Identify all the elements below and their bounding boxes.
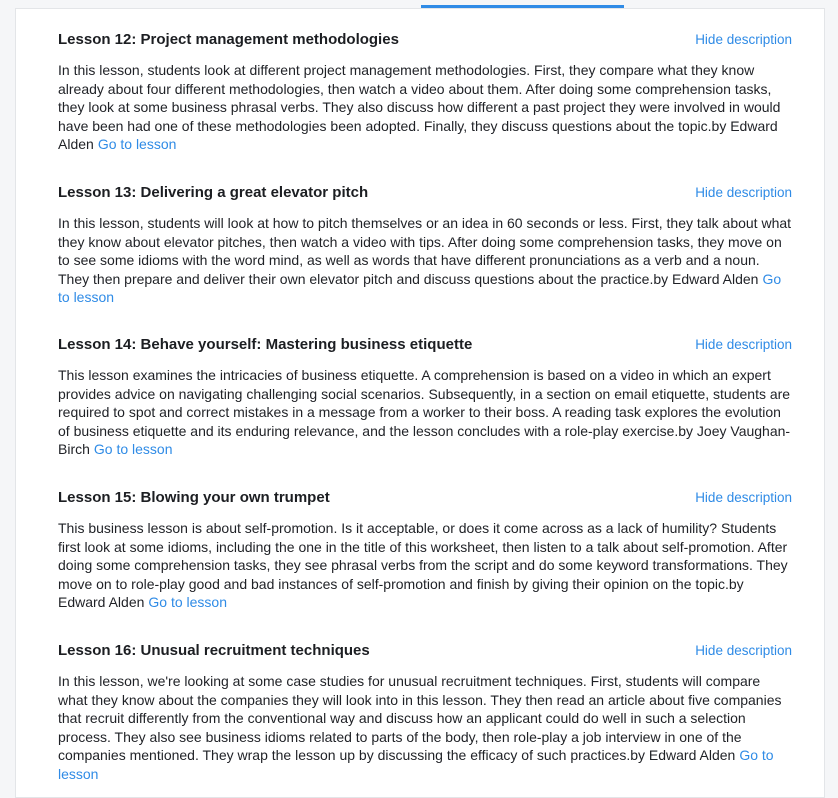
lesson-description (58, 366, 792, 459)
lesson-item (58, 489, 792, 612)
lesson-item (58, 31, 792, 154)
hide-description-link[interactable]: Hide description (695, 490, 792, 505)
hide-description-link[interactable]: Hide description (695, 643, 792, 658)
lesson-description (58, 519, 792, 612)
hide-description-link[interactable]: Hide description (695, 185, 792, 200)
lesson-item (58, 336, 792, 459)
go-to-lesson-link[interactable]: Go to lesson (97, 136, 177, 153)
lesson-description (58, 61, 792, 154)
lesson-title: Lesson 15: Blowing your own trumpet (58, 489, 330, 506)
go-to-lesson-link[interactable]: Go to lesson (58, 747, 774, 782)
active-tab-indicator (421, 5, 624, 8)
lesson-item (58, 184, 792, 307)
lesson-description (58, 672, 792, 784)
go-to-lesson-link[interactable]: Go to lesson (93, 441, 173, 458)
hide-description-link[interactable]: Hide description (695, 337, 792, 352)
lesson-item (58, 642, 792, 784)
lesson-title: Lesson 12: Project management methodologies (58, 31, 399, 48)
hide-description-link[interactable]: Hide description (695, 32, 792, 47)
lesson-description-text: In this lesson, we're looking at some case studies for unusual recruitment techniques. First, students will compare what they know about the companies they will look into in this lesson. They then read an article about five companies that recruit differently from the conventional way and discuss how an applicant could do well in such a selection process. They also see business idioms related to parts of the body, then role-play a job interview in one of the companies mentioned. They wrap the lesson up by discussing the efficacy of such practices.by Edward Alden (58, 673, 782, 764)
go-to-lesson-link[interactable]: Go to lesson (58, 270, 782, 306)
lesson-description-text: In this lesson, students look at different project management methodologies. First, they compare what they know already about four different methodologies, then watch a video about them. After doing some comprehension tasks, they look at some business phrasal verbs. They also discuss how different a past project they were involved in would have been had one of these methodologies been adopted. Finally, they discuss questions about the topic.by Edward Alden (58, 62, 781, 153)
lesson-title: Lesson 16: Unusual recruitment techniques (58, 642, 370, 659)
go-to-lesson-link[interactable]: Go to lesson (148, 594, 228, 611)
lesson-description-text: In this lesson, students will look at how to pitch themselves or an idea in 60 seconds or less. First, they talk about what they know about elevator pitches, then watch a video with tips. After doing some comprehension tasks, they move on to see some idioms with the word mind, as well as words that have different pronunciations as a verb and a noun. They then prepare and deliver their own elevator pitch and discuss questions about the practice.by Edward Alden (58, 215, 792, 287)
lesson-description-text: This lesson examines the intricacies of business etiquette. A comprehension is based on a video in which an expert provides advice on navigating challenging social scenarios. Subsequently, in a section on email etiquette, students are required to spot and correct mistakes in a message from a worker to their boss. A reading task explores the evolution of business etiquette and its enduring relevance, and the lesson concludes with a role-play exercise.by Joey Vaughan-Birch (58, 367, 791, 458)
lesson-title: Lesson 13: Delivering a great elevator pitch (58, 184, 369, 201)
lesson-title: Lesson 14: Behave yourself: Mastering business etiquette (58, 336, 473, 353)
lesson-description (58, 214, 792, 307)
lesson-description-text: This business lesson is about self-promotion. Is it acceptable, or does it come across as a lack of humility? Students first look at some idioms, including the one in the title of this worksheet, then listen to a talk about self-promotion. After doing some comprehension tasks, they see phrasal verbs from the script and do some keyword transformations. They move on to role-play good and bad instances of self-promotion and finish by giving their opinion on the topic.by Edward Alden (58, 520, 788, 611)
